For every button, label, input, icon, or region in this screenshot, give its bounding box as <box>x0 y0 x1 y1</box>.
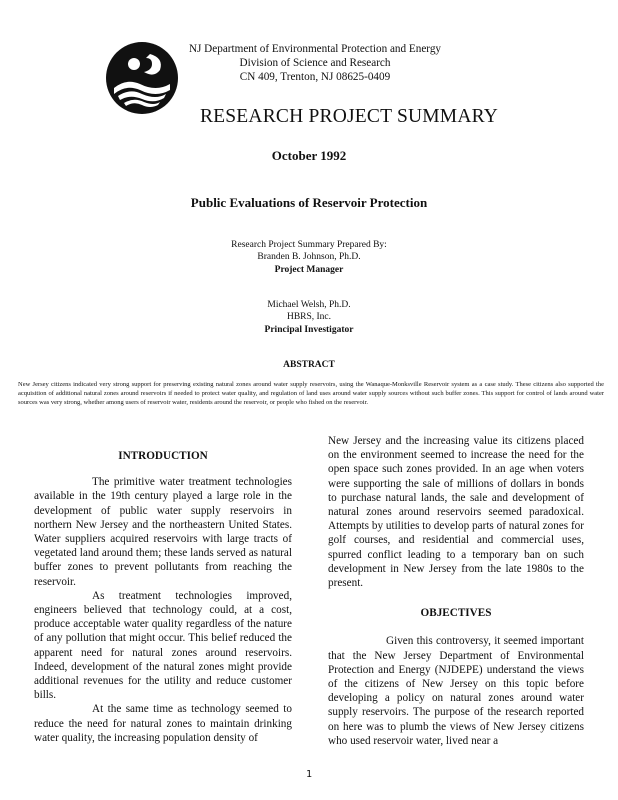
project-title: Public Evaluations of Reservoir Protection <box>190 195 428 210</box>
prepared-by-label: Research Project Summary Prepared By: <box>231 240 387 250</box>
introduction-heading: INTRODUCTION <box>118 450 208 462</box>
intro-paragraph-3: At the same time as technology seemed to reduce the need for natural zones to maintain drinking water quality, the increasing population density of <box>34 703 292 744</box>
right-column <box>328 434 584 748</box>
project-manager-name: Branden B. Johnson, Ph.D. <box>257 252 361 262</box>
investigator-role: Principal Investigator <box>264 325 354 335</box>
document-date: October 1992 <box>271 148 347 163</box>
left-column <box>34 449 292 745</box>
intro-paragraph-2: As treatment technologies improved, engineers believed that technology could, at a cost, produce acceptable water quality regardless of the nature of any pollution that might occur. This belief reduced the apparent need for natural zones around reservoirs. Indeed, development of the natural zones might provide additional revenues for the utility and reduce customer bills. <box>34 589 292 702</box>
agency-name: NJ Department of Environmental Protection and Energy <box>188 43 442 55</box>
intro-paragraph-1: The primitive water treatment technologies available in the 19th century played a large role in the development of public water supply reservoirs in northern New Jersey and the northeastern United States. Water suppliers acquired reservoirs with large tracts of vegetated land around them; these lands served as natural buffer zones to prevent pollutants from reaching the reservoir. <box>34 476 292 588</box>
page-number: 1 <box>305 769 313 780</box>
abstract-heading: ABSTRACT <box>283 360 335 370</box>
document-title: RESEARCH PROJECT SUMMARY <box>199 106 499 127</box>
investigator-name: Michael Welsh, Ph.D. <box>267 300 351 310</box>
investigator-org: HBRS, Inc. <box>286 312 332 322</box>
objectives-paragraph-1: Given this controversy, it seemed important that the New Jersey Department of Environmental Protection and Energy (NJDEPE) understand the views of the citizens of New Jersey on this topic before developing a policy on natural zones around water supply reservoirs. The purpose of the research reported on here was to plumb the views of New Jersey citizens who used reservoir water, lived near a <box>328 635 584 747</box>
objectives-heading: OBJECTIVES <box>420 607 492 620</box>
division-name: Division of Science and Research <box>239 57 391 69</box>
intro-paragraph-3-continued: New Jersey and the increasing value its citizens placed on the environment seemed to increase the need for the open space such zones provided. In an age when voters were supporting the sale of millions of dollars in bonds to purchase natural lands, the sale and development of natural zones around reservoirs seemed paradoxical. Attempts by utilities to develop parts of natural zones for golf courses, and residential and commercial uses, spurred conflict leading to a temporary ban on such development in New Jersey from the late 1980s to the present. <box>328 435 584 590</box>
agency-address: CN 409, Trenton, NJ 08625-0409 <box>239 71 391 83</box>
project-manager-role: Project Manager <box>274 265 344 275</box>
abstract-text: New Jersey citizens indicated very strong support for preserving existing natural zones around water supply reservoirs, using the Wanaque-Monksville Reservoir system as a case study. These citizens also supported the acquisition of additional natural zones around reservoirs if needed to protect water quality, and regulation of land uses around water supply sources without such buffer zones. This support for control of lands around water sources was very strong, whether among users of reservoir water, residents around the reservoir, or people who fished on the reservoir. <box>18 381 604 406</box>
